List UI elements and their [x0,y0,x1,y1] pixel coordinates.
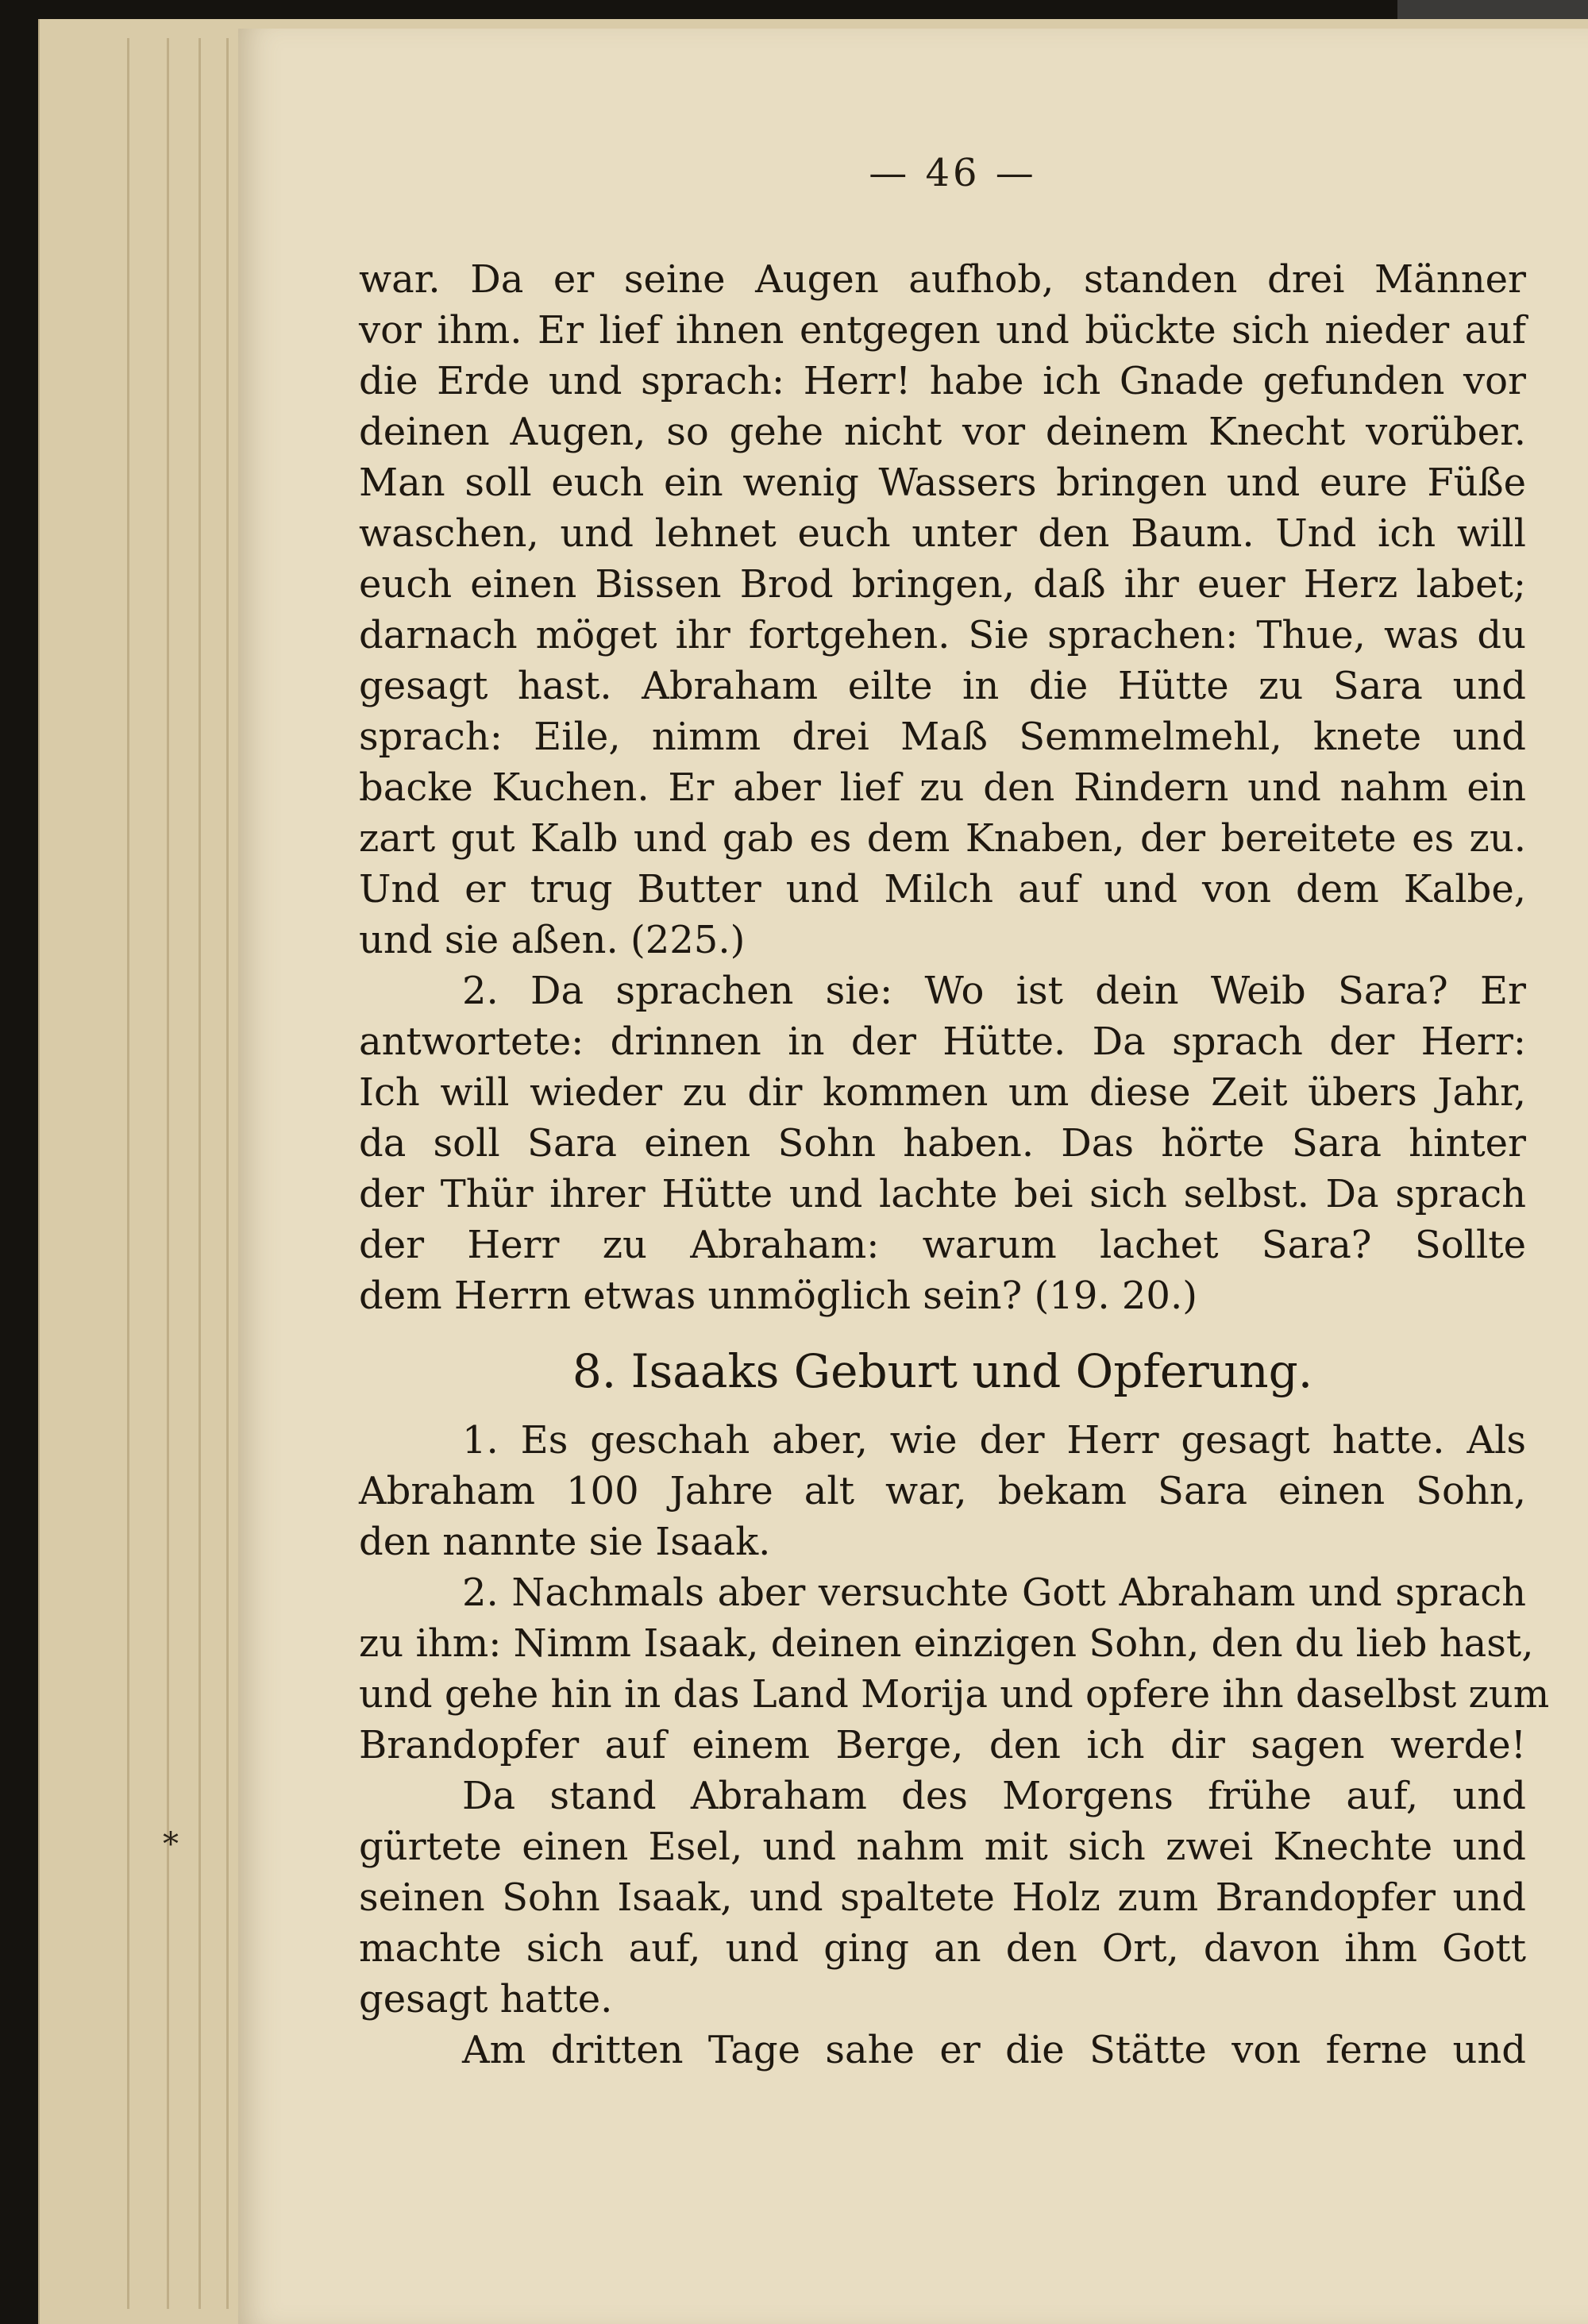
text-line: gürtete einen Esel, und nahm mit sich zwei Knechte und [359,1825,1526,1869]
text-line: zart gut Kalb und gab es dem Knaben, der bereitete es zu. [359,816,1526,861]
text-line: der Thür ihrer Hütte und lachte bei sich selbst. Da sprach [359,1172,1526,1216]
text-line: die Erde und sprach: Herr! habe ich Gnade gefunden vor [359,359,1526,403]
text-line: Da stand Abraham des Morgens frühe auf, und [462,1774,1526,1818]
text-line: und gehe hin in das Land Morija und opfere ihn daselbst zum [359,1672,1550,1717]
text-line: dem Herrn etwas unmöglich sein? (19. 20.) [359,1274,1197,1318]
text-line: 2. Nachmals aber versuchte Gott Abraham und sprach [462,1571,1526,1615]
text-line: Brandopfer auf einem Berge, den ich dir sagen werde! [359,1723,1526,1767]
text-line: war. Da er seine Augen aufhob, standen drei Männer [359,257,1526,302]
text-line: seinen Sohn Isaak, und spaltete Holz zum Brandopfer und [359,1875,1526,1920]
page-edge-line [127,38,129,2309]
text-line: deinen Augen, so gehe nicht vor deinem Knecht vorüber. [359,410,1526,454]
page-edge-line [167,38,169,2309]
text-line: Abraham 100 Jahre alt war, bekam Sara einen Sohn, [359,1469,1526,1513]
text-line: euch einen Bissen Brod bringen, daß ihr euer Herz labet; [359,562,1526,607]
text-line: waschen, und lehnet euch unter den Baum. Und ich will [359,511,1526,556]
text-line: gesagt hast. Abraham eilte in die Hütte zu Sara und [359,664,1526,708]
text-line: machte sich auf, und ging an den Ort, davon ihm Gott [359,1926,1526,1971]
section-heading: 8. Isaaks Geburt und Opferung. [572,1344,1313,1398]
text-line: gesagt hatte. [359,1977,613,2021]
text-line: sprach: Eile, nimm drei Maß Semmelmehl, knete und [359,715,1526,759]
page-number: — 46 — [869,151,1037,195]
text-line: backe Kuchen. Er aber lief zu den Rindern und nahm ein [359,765,1526,810]
text-line: Am dritten Tage sahe er die Stätte von ferne und [462,2028,1526,2072]
page-edge-line [198,38,201,2309]
text-line: 2. Da sprachen sie: Wo ist dein Weib Sara? Er [462,969,1526,1013]
text-line: Ich will wieder zu dir kommen um diese Zeit übers Jahr, [359,1070,1526,1115]
text-line: und sie aßen. (225.) [359,918,746,962]
text-line: vor ihm. Er lief ihnen entgegen und bückte sich nieder auf [359,308,1526,353]
margin-asterisk: * [163,1826,179,1863]
text-line: 1. Es geschah aber, wie der Herr gesagt hatte. Als [462,1418,1526,1463]
text-line: zu ihm: Nimm Isaak, deinen einzigen Sohn, den du lieb hast, [359,1621,1534,1666]
text-line: darnach möget ihr fortgehen. Sie sprachen: Thue, was du [359,613,1526,657]
body-text [359,254,1550,2075]
text-line: da soll Sara einen Sohn haben. Das hörte Sara hinter [359,1121,1526,1166]
text-line: der Herr zu Abraham: warum lachet Sara? Sollte [359,1223,1526,1267]
text-line: den nannte sie Isaak. [359,1520,771,1564]
text-line: Man soll euch ein wenig Wassers bringen und eure Füße [359,461,1526,505]
page-edge-line [226,38,229,2309]
text-line: antwortete: drinnen in der Hütte. Da sprach der Herr: [359,1019,1526,1064]
text-line: Und er trug Butter und Milch auf und von dem Kalbe, [359,867,1526,911]
